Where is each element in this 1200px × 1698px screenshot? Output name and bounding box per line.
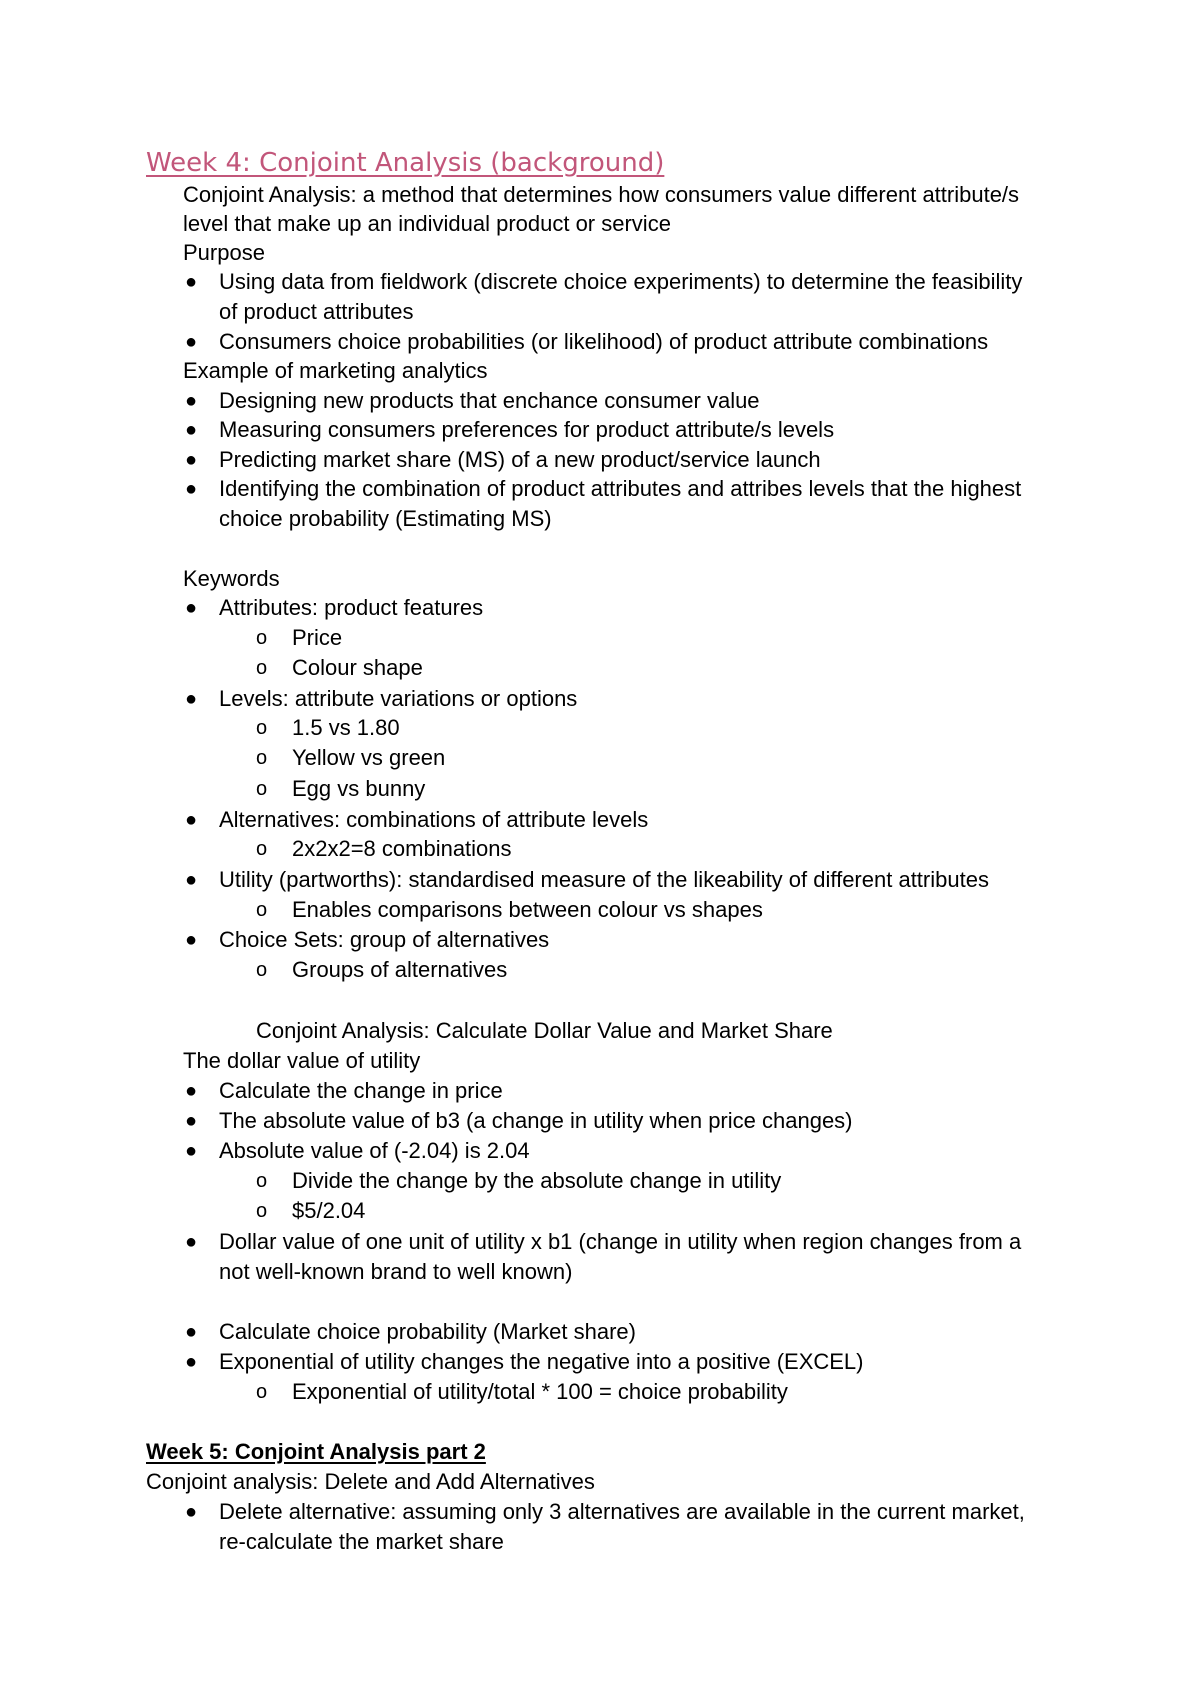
bullet-icon: ●	[185, 1351, 198, 1373]
calc-heading: Conjoint Analysis: Calculate Dollar Value and Market Share	[256, 1018, 833, 1043]
bullet-icon: ●	[185, 1080, 198, 1102]
sub-bullet-icon: o	[256, 899, 268, 921]
bullet-icon: ●	[185, 390, 198, 412]
keyword-attributes: Attributes: product features	[219, 595, 484, 620]
sub-bullet-icon: o	[256, 627, 268, 649]
bullet-icon: ●	[185, 1231, 198, 1253]
dollar-value-heading: The dollar value of utility	[183, 1048, 421, 1073]
example-bullet-4-line-1: Identifying the combination of product attributes and attribes levels that the highest	[219, 476, 1022, 501]
bullet-icon: ●	[185, 1110, 198, 1132]
example-bullet-1: Designing new products that enchance consumer value	[219, 388, 760, 413]
bullet-icon: ●	[185, 1140, 198, 1162]
keyword-attributes-sub-2: Colour shape	[292, 655, 423, 680]
definition-line-1: Conjoint Analysis: a method that determines how consumers value different attribute/s	[183, 182, 1020, 207]
week5-bullet-1-line-1: Delete alternative: assuming only 3 alternatives are available in the current market,	[219, 1499, 1025, 1524]
keyword-choice-sets-sub-1: Groups of alternatives	[292, 957, 508, 982]
example-bullet-2: Measuring consumers preferences for product attribute/s levels	[219, 417, 835, 442]
keyword-levels-sub-1: 1.5 vs 1.80	[292, 715, 400, 740]
example-bullet-4-line-2: choice probability (Estimating MS)	[219, 506, 552, 531]
week5-bullet-1-line-2: re-calculate the market share	[219, 1529, 504, 1554]
keyword-utility: Utility (partworths): standardised measure of the likeability of different attributes	[219, 867, 989, 892]
sub-bullet-icon: o	[256, 1381, 268, 1403]
bullet-icon: ●	[185, 449, 198, 471]
keyword-levels: Levels: attribute variations or options	[219, 686, 578, 711]
example-bullet-3: Predicting market share (MS) of a new product/service launch	[219, 447, 821, 472]
sub-bullet-icon: o	[256, 778, 268, 800]
purpose-heading: Purpose	[183, 240, 265, 265]
definition-line-2: level that make up an individual product or service	[183, 211, 671, 236]
purpose-bullet-1-line-1: Using data from fieldwork (discrete choice experiments) to determine the feasibility	[219, 269, 1023, 294]
dollar-bullet-4-line-2: not well-known brand to well known)	[219, 1259, 573, 1284]
dollar-bullet-3-sub-1: Divide the change by the absolute change in utility	[292, 1168, 782, 1193]
dollar-bullet-1: Calculate the change in price	[219, 1078, 503, 1103]
sub-bullet-icon: o	[256, 657, 268, 679]
sub-bullet-icon: o	[256, 1170, 268, 1192]
bullet-icon: ●	[185, 271, 198, 293]
sub-bullet-icon: o	[256, 838, 268, 860]
bullet-icon: ●	[185, 809, 198, 831]
bullet-icon: ●	[185, 1321, 198, 1343]
week5-subtitle: Conjoint analysis: Delete and Add Alternatives	[146, 1469, 595, 1494]
keywords-heading: Keywords	[183, 566, 280, 591]
choice-prob-bullet-2-sub-1: Exponential of utility/total * 100 = choice probability	[292, 1379, 788, 1404]
bullet-icon: ●	[185, 478, 198, 500]
purpose-bullet-1-line-2: of product attributes	[219, 299, 414, 324]
bullet-icon: ●	[185, 419, 198, 441]
keyword-utility-sub-1: Enables comparisons between colour vs shapes	[292, 897, 763, 922]
example-heading: Example of marketing analytics	[183, 358, 488, 383]
choice-prob-bullet-1: Calculate choice probability (Market share)	[219, 1319, 636, 1344]
purpose-bullet-2: Consumers choice probabilities (or likelihood) of product attribute combinations	[219, 329, 989, 354]
dollar-bullet-2: The absolute value of b3 (a change in utility when price changes)	[219, 1108, 853, 1133]
keyword-alternatives: Alternatives: combinations of attribute levels	[219, 807, 649, 832]
keyword-levels-sub-3: Egg vs bunny	[292, 776, 426, 801]
choice-prob-bullet-2: Exponential of utility changes the negative into a positive (EXCEL)	[219, 1349, 864, 1374]
sub-bullet-icon: o	[256, 717, 268, 739]
week4-title: Week 4: Conjoint Analysis (background)	[146, 148, 665, 178]
bullet-icon: ●	[185, 1501, 198, 1523]
keyword-choice-sets: Choice Sets: group of alternatives	[219, 927, 550, 952]
bullet-icon: ●	[185, 929, 198, 951]
bullet-icon: ●	[185, 688, 198, 710]
keyword-attributes-sub-1: Price	[292, 625, 343, 650]
sub-bullet-icon: o	[256, 959, 268, 981]
keyword-alternatives-sub-1: 2x2x2=8 combinations	[292, 836, 512, 861]
sub-bullet-icon: o	[256, 1200, 268, 1222]
bullet-icon: ●	[185, 597, 198, 619]
bullet-icon: ●	[185, 331, 198, 353]
dollar-bullet-4-line-1: Dollar value of one unit of utility x b1 (change in utility when region changes from a	[219, 1229, 1022, 1254]
bullet-icon: ●	[185, 869, 198, 891]
dollar-bullet-3: Absolute value of (-2.04) is 2.04	[219, 1138, 530, 1163]
week5-title: Week 5: Conjoint Analysis part 2	[146, 1439, 486, 1464]
sub-bullet-icon: o	[256, 747, 268, 769]
dollar-bullet-3-sub-2: $5/2.04	[292, 1198, 366, 1223]
keyword-levels-sub-2: Yellow vs green	[292, 745, 446, 770]
